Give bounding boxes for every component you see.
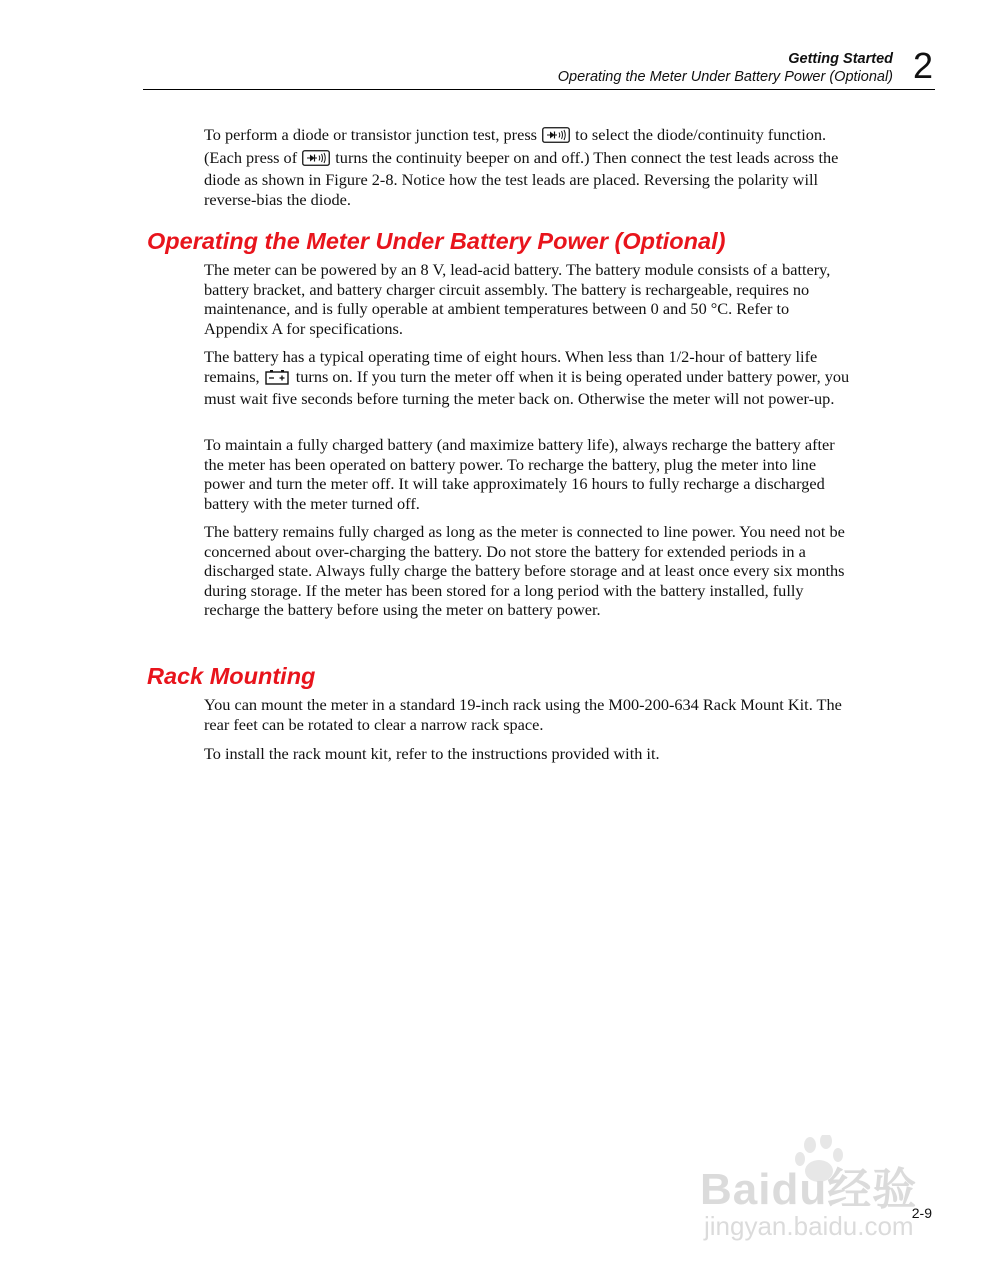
intro-text-3: turns the continuity beeper on and off.) Then connect the test leads across the diode as shown in Figure 2-8. Notice how the test leads are placed. Reversing the polarity will reverse-bias the diode.: [204, 147, 839, 209]
battery-section-heading: Operating the Meter Under Battery Power (Optional): [147, 228, 726, 254]
diode-continuity-key-icon: [302, 150, 330, 171]
intro-text-2: to select the diode/continuity function. (Each press of: [204, 125, 827, 167]
battery-paragraph-2: [204, 347, 854, 409]
header-chapter-title: Getting Started: [788, 51, 893, 67]
header-chapter-number: 2: [912, 45, 933, 86]
rack-paragraph-2: To install the rack mount kit, refer to the instructions provided with it.: [204, 744, 660, 763]
watermark-url: jingyan.baidu.com: [704, 1211, 914, 1241]
intro-text-1: To perform a diode or transistor junction test, press: [204, 125, 538, 144]
battery-paragraph-1: The meter can be powered by an 8 V, lead-acid battery. The battery module consists of a battery, battery bracket, and battery charger circuit assembly. The battery is rechargeable, requires no maintenance, and is fully operable at ambient temperatures between 0 and 50 °C. Refer to Appendix A for specifications.: [204, 260, 831, 338]
header-rule: [143, 89, 935, 90]
battery-paragraph-4: The battery remains fully charged as long as the meter is connected to line power. You need not be concerned about over-charging the battery. Do not store the battery for extended periods in a discharged state. Always fully charge the battery before storage and at least once every six months during storage. If the meter has been stored for a long period with the battery installed, fully recharge the battery before using the meter on battery power.: [204, 522, 845, 619]
rack-paragraph-1: You can mount the meter in a standard 19-inch rack using the M00-200-634 Rack Mount Kit. The rear feet can be rotated to clear a narrow rack space.: [204, 695, 842, 734]
battery-p2-text-2: turns on. If you turn the meter off when it is being operated under battery power, you must wait five seconds before turning the meter back on. Otherwise the meter will not power-up.: [204, 366, 850, 408]
header-section-title: Operating the Meter Under Battery Power (Optional): [557, 69, 893, 85]
page-number: 2-9: [911, 1205, 932, 1221]
intro-paragraph: [204, 125, 854, 209]
low-battery-icon: [265, 370, 291, 390]
watermark-brand: Baidu经验: [700, 1165, 918, 1214]
diode-continuity-key-icon: [542, 127, 570, 148]
baidu-watermark: [700, 1135, 930, 1245]
rack-section-heading: Rack Mounting: [147, 663, 316, 689]
battery-p2-text-1: The battery has a typical operating time of eight hours. When less than 1/2-hour of battery life remains,: [204, 347, 818, 386]
battery-paragraph-3: To maintain a fully charged battery (and maximize battery life), always recharge the battery after the meter has been operated on battery power. To recharge the battery, plug the meter into line power and turn the meter off. It will take approximately 16 hours to fully recharge a discharged battery with the meter turned off.: [204, 435, 835, 513]
